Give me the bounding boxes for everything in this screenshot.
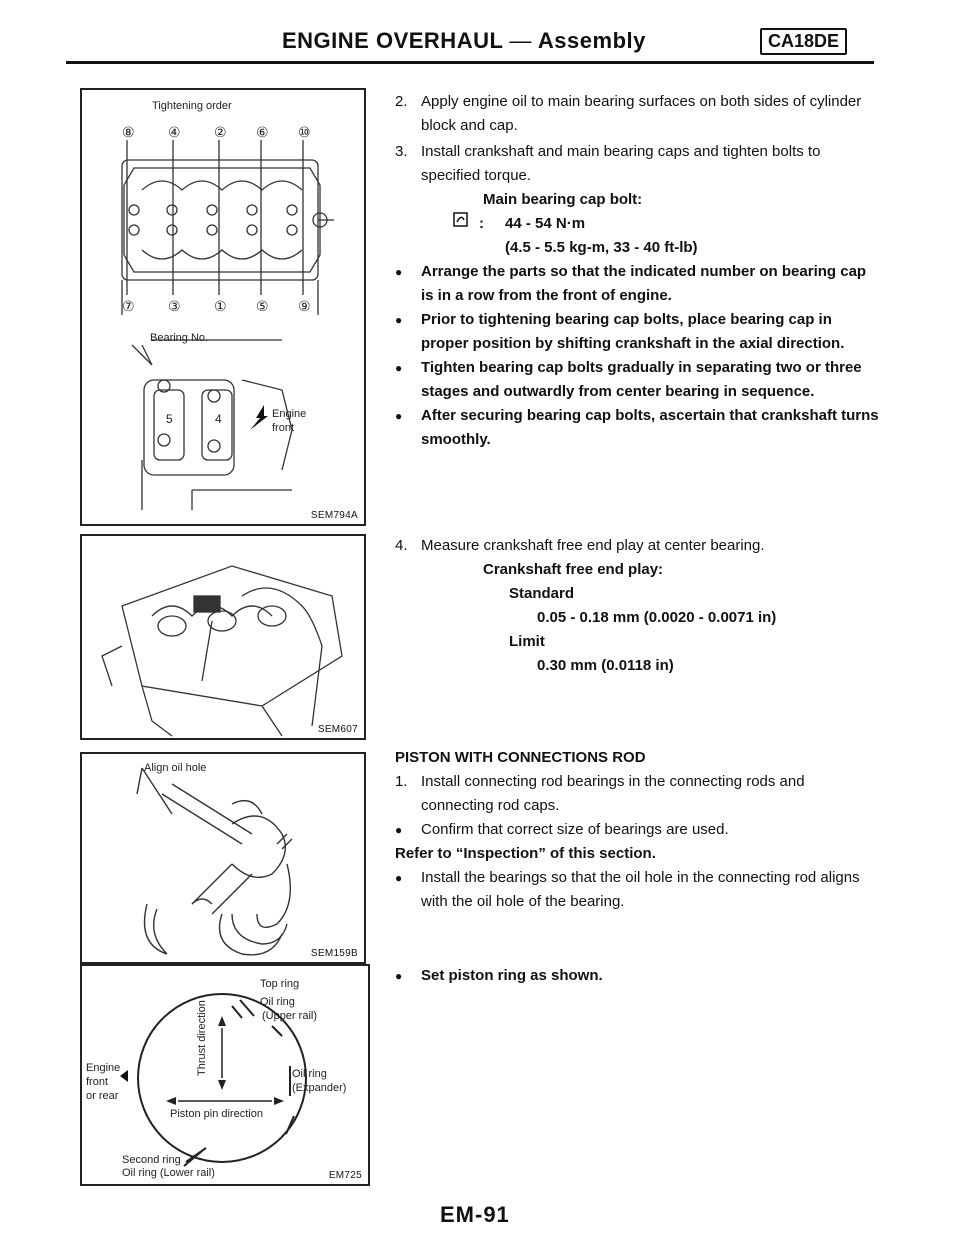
thrust-direction-label: Thrust direction xyxy=(196,1000,208,1076)
bottom-number-2: ③ xyxy=(168,298,181,314)
main-bearing-torque-alt: (4.5 - 5.5 kg-m, 33 - 40 ft-lb) xyxy=(505,239,698,256)
rod-bearing-figure xyxy=(80,752,366,964)
oil-ring-upper-label: Oil ring xyxy=(260,996,295,1008)
refer-inspection: Refer to “Inspection” of this section. xyxy=(395,845,656,862)
align-oil-hole-label: Align oil hole xyxy=(144,762,207,774)
front-label: front xyxy=(86,1076,109,1088)
step-3: 3. Install crankshaft and main bearing caps and tighten bolts to specified torque. xyxy=(395,143,821,184)
oil-ring-expander-label: Oil ring xyxy=(292,1068,327,1080)
piston-step-1: 1. Install connecting rod bearings in the connecting rods and connecting rod caps. xyxy=(395,773,805,814)
expander-label: (Expander) xyxy=(292,1082,347,1094)
standard-label: Standard xyxy=(509,585,575,602)
piston-bullet-2: ● Install the bearings so that the oil hole in the connecting rod aligns with the oil hole of the bearing. xyxy=(395,869,860,910)
figure-code: SEM794A xyxy=(310,510,358,521)
section-heading: PISTON WITH CONNECTIONS ROD xyxy=(395,749,646,766)
top-number-5: ⑩ xyxy=(298,124,311,140)
top-number-4: ⑥ xyxy=(256,124,269,140)
oil-ring-lower-label: Oil ring (Lower rail) xyxy=(122,1167,215,1179)
standard-value: 0.05 - 0.18 mm (0.0020 - 0.0071 in) xyxy=(537,609,777,626)
engine-label: Engine xyxy=(272,408,307,420)
end-play-spec-title: Crankshaft free end play: xyxy=(483,561,664,578)
limit-value: 0.30 mm (0.0118 in) xyxy=(537,657,674,674)
main-bearing-spec-title: Main bearing cap bolt: xyxy=(483,191,643,208)
top-ring-label: Top ring xyxy=(260,978,300,990)
tightening-order-label: Tightening order xyxy=(152,100,232,112)
step-4: 4. Measure crankshaft free end play at center bearing. xyxy=(395,537,765,554)
limit-label: Limit xyxy=(509,633,545,650)
engine-code-badge: CA18DE xyxy=(760,28,847,55)
piston-pin-direction-label: Piston pin direction xyxy=(170,1108,263,1120)
engine-label: Engine xyxy=(86,1062,121,1074)
bullet-3: ● Tighten bearing cap bolts gradually in separating two or three stages and outwardly from center bearing in sequence. xyxy=(395,359,862,400)
page-title: ENGINE OVERHAUL — Assembly xyxy=(282,28,646,53)
cap-number-5: 5 xyxy=(166,412,173,426)
bottom-number-3: ① xyxy=(214,298,227,314)
piston-bullet-1: ● Confirm that correct size of bearings are used. xyxy=(395,821,729,838)
bottom-number-4: ⑤ xyxy=(256,298,269,314)
top-number-2: ④ xyxy=(168,124,181,140)
figure-code: EM725 xyxy=(328,1170,362,1181)
header-rule xyxy=(66,61,874,64)
bullet-2: ● Prior to tightening bearing cap bolts, place bearing cap in proper position by shifting crankshaft in the axial direction. xyxy=(395,311,845,352)
piston-ring-figure xyxy=(80,964,370,1186)
top-number-1: ⑧ xyxy=(122,124,135,140)
torque-wrench-icon xyxy=(453,212,469,236)
second-ring-label: Second ring xyxy=(122,1154,181,1166)
bullet-4: ● After securing bearing cap bolts, ascertain that crankshaft turns smoothly. xyxy=(395,407,879,448)
bottom-number-5: ⑨ xyxy=(298,298,311,314)
procedure-text xyxy=(395,90,885,1190)
bullet-1: ● Arrange the parts so that the indicated number on bearing cap is in a row from the front of engine. xyxy=(395,263,867,304)
tightening-order-figure xyxy=(80,88,366,526)
spec-separator: : xyxy=(479,215,484,232)
figure-code: SEM159B xyxy=(310,948,358,959)
front-label: front xyxy=(272,422,295,434)
upper-rail-label: (Upper rail) xyxy=(262,1010,318,1022)
figure-code: SEM607 xyxy=(317,724,358,735)
step-2: 2. Apply engine oil to main bearing surfaces on both sides of cylinder block and cap. xyxy=(395,93,862,134)
connecting-rod-drawing xyxy=(82,754,364,962)
main-bearing-torque: 44 - 54 N·m xyxy=(505,215,586,232)
top-number-3: ② xyxy=(214,124,227,140)
page-header xyxy=(0,22,960,62)
dial-indicator-drawing xyxy=(82,536,364,738)
bearing-no-label: Bearing No. xyxy=(150,332,209,344)
piston-bullet-3: ● Set piston ring as shown. xyxy=(395,967,603,984)
or-rear-label: or rear xyxy=(86,1090,119,1102)
end-play-figure xyxy=(80,534,366,740)
cap-number-4: 4 xyxy=(215,412,222,426)
page-number: EM-91 xyxy=(440,1202,510,1227)
bottom-number-1: ⑦ xyxy=(122,298,135,314)
